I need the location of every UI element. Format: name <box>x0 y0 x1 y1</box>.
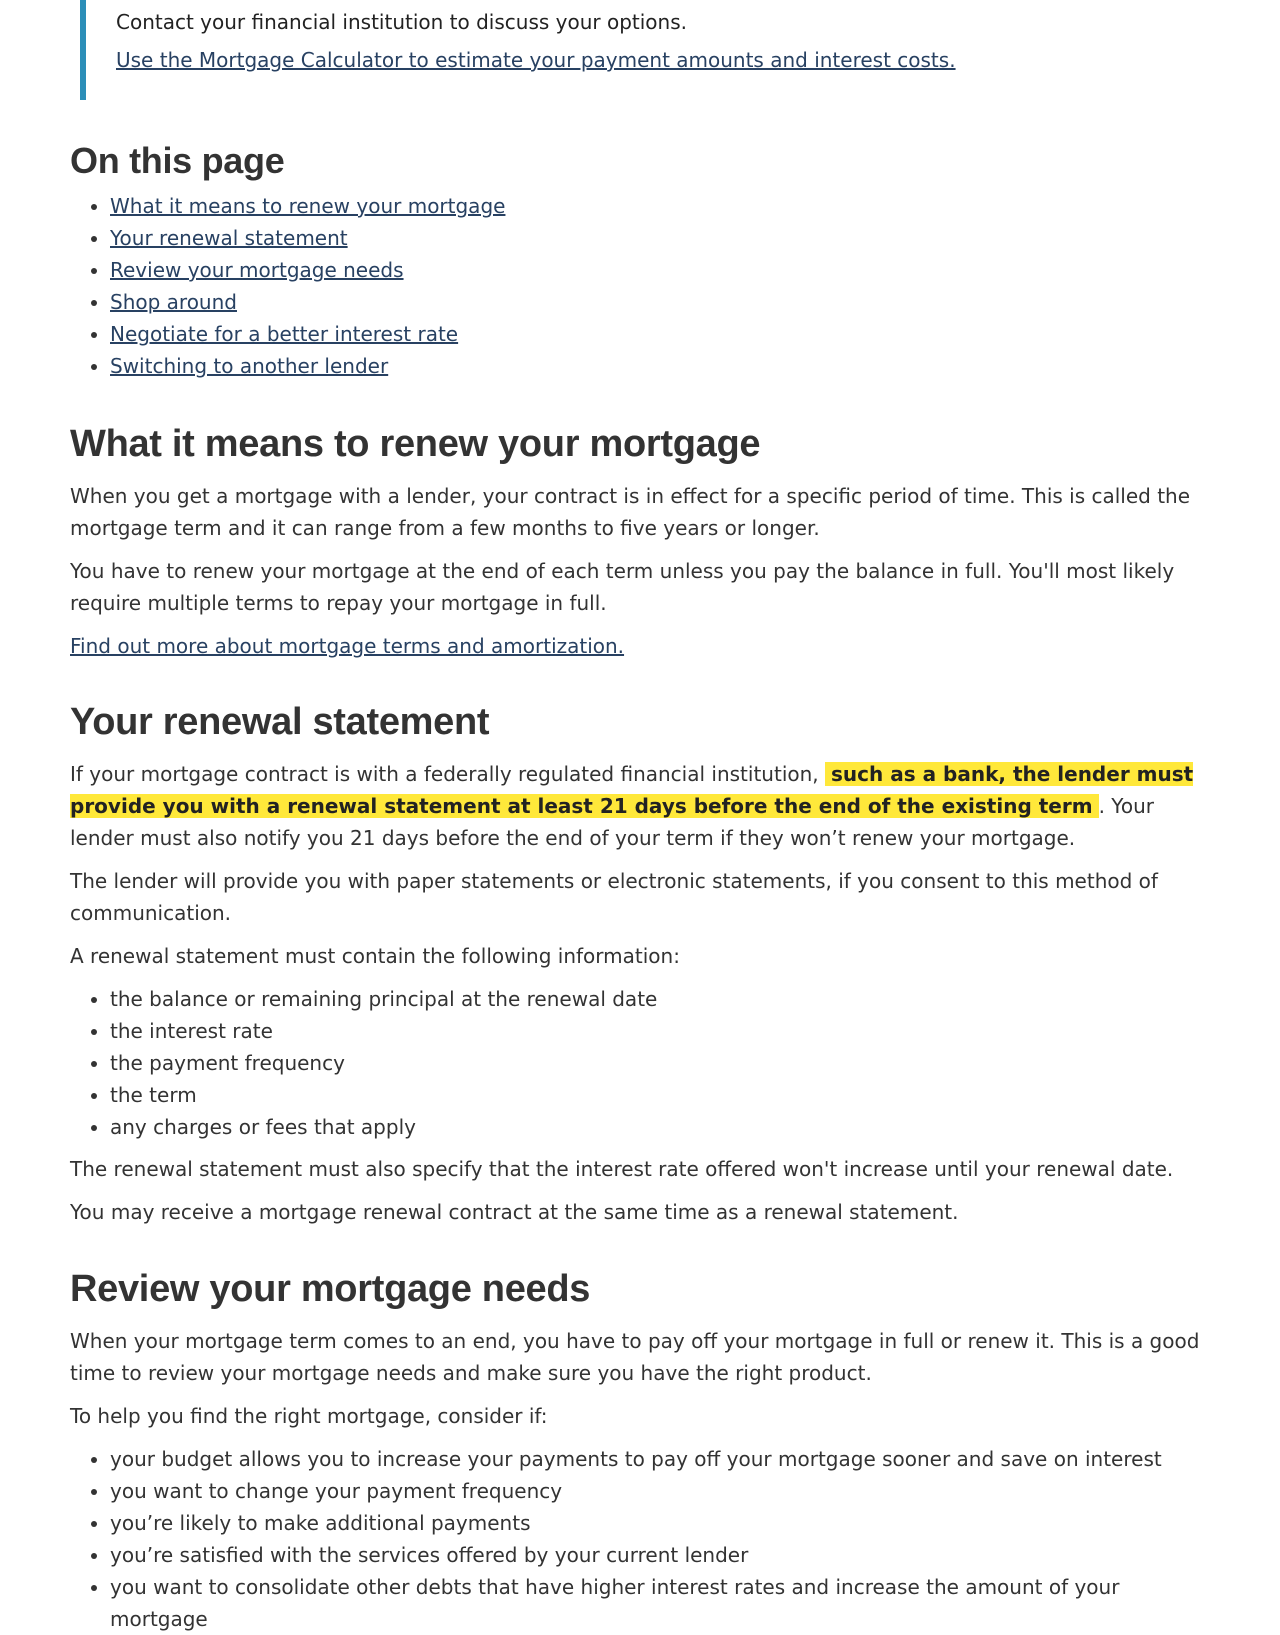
toc-item <box>110 350 1210 382</box>
list-item: • the balance or remaining principal at the renewal date <box>110 983 1210 1015</box>
mortgage-calculator-link[interactable]: Use the Mortgage Calculator to estimate your payment amounts and interest costs. <box>116 48 956 72</box>
statement-paragraph-1 <box>70 758 1210 854</box>
statement-paragraph-4: The renewal statement must also specify that the interest rate offered won't increase until your renewal date. <box>70 1157 1174 1181</box>
toc-link-shop-around[interactable]: Shop around <box>110 290 237 314</box>
toc-item <box>110 190 1210 222</box>
list-item: • you want to change your payment frequency <box>110 1475 1210 1507</box>
highlighted-text: such as a bank, the lender must provide you with a renewal statement at least 21 days before the end of the existing term <box>70 762 1194 818</box>
statement-paragraph-3: A renewal statement must contain the following information: <box>70 944 680 968</box>
mortgage-terms-link[interactable]: Find out more about mortgage terms and amortization. <box>70 634 625 658</box>
toc-list <box>70 190 1210 382</box>
review-paragraph-2: To help you find the right mortgage, consider if: <box>70 1404 548 1428</box>
statement-paragraph-5: You may receive a mortgage renewal contract at the same time as a renewal statement. <box>70 1200 959 1224</box>
review-consider-list <box>70 1443 1210 1635</box>
toc-link-review-needs[interactable]: Review your mortgage needs <box>110 258 404 282</box>
main-content <box>70 0 1210 1635</box>
list-item: • the payment frequency <box>110 1047 1210 1079</box>
list-item: • you want to consolidate other debts that have higher interest rates and increase the amount of your mortgage <box>110 1571 1210 1635</box>
section-heading-review: Review your mortgage needs <box>70 1268 591 1310</box>
section-heading-statement: Your renewal statement <box>70 701 490 743</box>
section-heading-renew: What it means to renew your mortgage <box>70 423 761 465</box>
renew-paragraph-1: When you get a mortgage with a lender, your contract is in effect for a specific period of time. This is called the mortgage term and it can range from a few months to five years or longer. <box>70 484 1191 540</box>
toc-item <box>110 254 1210 286</box>
toc-item <box>110 222 1210 254</box>
renew-link-paragraph <box>70 630 1210 662</box>
list-item: • you’re satisfied with the services offered by your current lender <box>110 1539 1210 1571</box>
toc-link-what-it-means[interactable]: What it means to renew your mortgage <box>110 194 506 218</box>
list-item: • you’re likely to make additional payments <box>110 1507 1210 1539</box>
renew-paragraph-2: You have to renew your mortgage at the end of each term unless you pay the balance in full. You'll most likely require multiple terms to repay your mortgage in full. <box>70 559 1175 615</box>
review-paragraph-1: When your mortgage term comes to an end, you have to pay off your mortgage in full or renew it. This is a good time to review your mortgage needs and make sure you have the right product. <box>70 1329 1200 1385</box>
list-item: • any charges or fees that apply <box>110 1111 1210 1143</box>
toc-heading: On this page <box>70 140 285 181</box>
toc-item <box>110 286 1210 318</box>
list-item: • the interest rate <box>110 1015 1210 1047</box>
toc-item <box>110 318 1210 350</box>
statement-info-list <box>70 983 1210 1143</box>
info-callout <box>80 0 1210 100</box>
statement-text-after: . Your lender must also notify you 21 days before the end of your term if they won’t renew your mortgage. <box>70 794 1154 850</box>
callout-text: Contact your financial institution to discuss your options. <box>116 10 687 34</box>
toc-link-negotiate[interactable]: Negotiate for a better interest rate <box>110 322 459 346</box>
statement-text-before: If your mortgage contract is with a federally regulated financial institution, <box>70 762 819 786</box>
list-item: • the term <box>110 1079 1210 1111</box>
toc-link-renewal-statement[interactable]: Your renewal statement <box>110 226 348 250</box>
statement-paragraph-2: The lender will provide you with paper statements or electronic statements, if you consent to this method of communication. <box>70 869 1158 925</box>
list-item: • your budget allows you to increase your payments to pay off your mortgage sooner and save on interest <box>110 1443 1210 1475</box>
toc-link-switching[interactable]: Switching to another lender <box>110 354 389 378</box>
